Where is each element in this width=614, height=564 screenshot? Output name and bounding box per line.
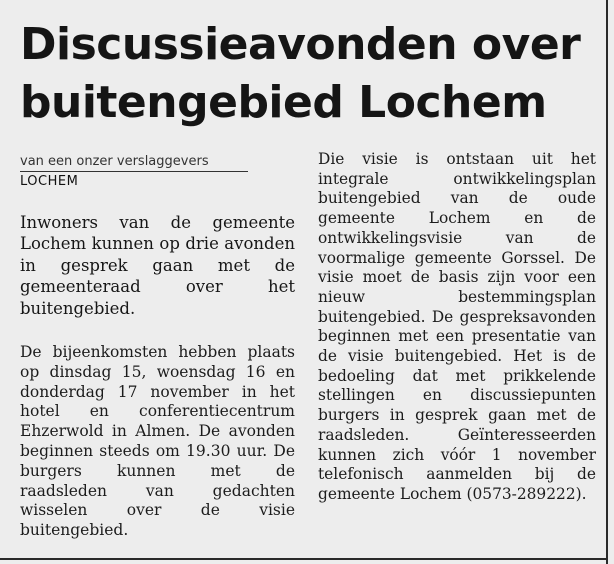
article-column-left: [20, 212, 295, 541]
article-body-right: Die visie is ontstaan uit het integrale ontwikkelingsplan buitengebied van de oude gemeente Lochem en de ontwikkelingsvisie van de voormalige gemeente Gorssel. De visie moet de basis zijn voor een nieuw bestemmingsplan buitengebied. De gespreksavonden beginnen met een presentatie van de visie buitengebied. Het is de bedoeling dat met prikkelende stellingen en discussiepunten burgers in gesprek gaan met de raadsleden. Geïnteresseerden kunnen zich vóór 1 november telefonisch aanmelden bij de gemeente Lochem (0573-289222).: [318, 150, 596, 503]
article-body-left: De bijeenkomsten hebben plaats op dinsdag 15, woensdag 16 en donderdag 17 november in het hotel en conferentiecentrum Ehzerwold in Almen. De avonden beginnen steeds om 19.30 uur. De burgers kunnen met de raadsleden van gedachten wisselen over de visie buitengebied.: [20, 343, 295, 540]
clipping-border-bottom: [0, 558, 608, 560]
article-dateline: LOCHEM: [20, 174, 79, 189]
article-headline: Discussieavonden over buitengebied Lochem: [20, 19, 581, 128]
clipping-border-right: [606, 0, 608, 564]
article-column-right: [318, 150, 596, 505]
article-byline: van een onzer verslaggevers: [20, 154, 248, 172]
article-intro: Inwoners van de gemeente Lochem kunnen op drie avonden in gesprek gaan met de gemeenteraad over het buitengebied.: [20, 213, 295, 318]
